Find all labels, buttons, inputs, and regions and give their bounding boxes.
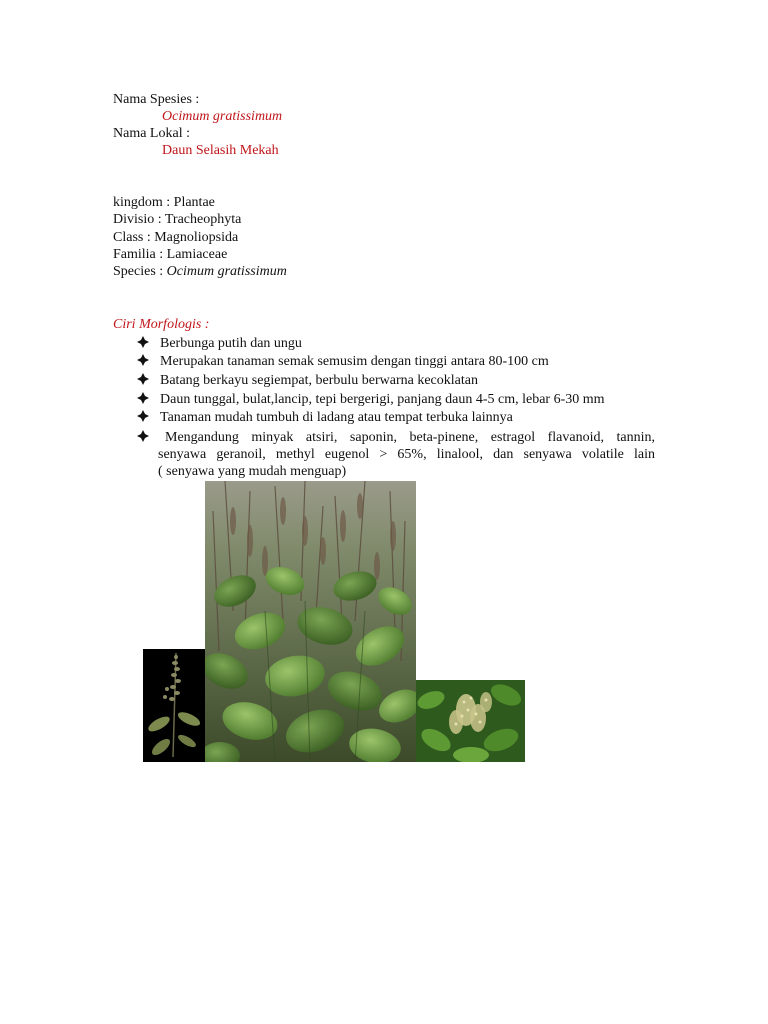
diamond-bullet-icon (136, 353, 152, 370)
diamond-bullet-icon (136, 429, 152, 446)
plant-photo-specimen (143, 649, 205, 762)
taxonomy-familia: Familia : Lamiaceae (113, 247, 228, 262)
plant-photo-main (205, 481, 416, 762)
list-item: Berbunga putih dan ungu (160, 336, 302, 351)
list-item-long (158, 429, 655, 480)
morfologi-title: Ciri Morfologis : (113, 317, 210, 332)
diamond-bullet-icon (136, 391, 152, 408)
taxonomy-species (113, 263, 287, 280)
species-name: Ocimum gratissimum (162, 109, 283, 124)
plant-photo-flowers (416, 680, 525, 762)
taxonomy-species-label: Species : (113, 264, 167, 279)
list-item: Daun tunggal, bulat,lancip, tepi bergerigi, panjang daun 4-5 cm, lebar 6-30 mm (160, 392, 605, 407)
list-item-long-line: Mengandung minyak atsiri, saponin, beta-pinene, estragol flavanoid, tannin, (165, 430, 655, 445)
taxonomy-kingdom: kingdom : Plantae (113, 195, 215, 210)
local-name-label: Nama Lokal : (113, 126, 190, 141)
diamond-bullet-icon (136, 335, 152, 352)
local-name: Daun Selasih Mekah (162, 143, 279, 158)
list-item-long-line: senyawa geranoil, methyl eugenol > 65%, linalool, dan senyawa volatile lain (158, 447, 655, 462)
diamond-bullet-icon (136, 409, 152, 426)
diamond-bullet-icon (136, 372, 152, 389)
species-label: Nama Spesies : (113, 92, 200, 107)
taxonomy-species-value: Ocimum gratissimum (166, 264, 287, 279)
list-item: Batang berkayu segiempat, berbulu berwarna kecoklatan (160, 373, 478, 388)
list-item: Tanaman mudah tumbuh di ladang atau tempat terbuka lainnya (160, 410, 513, 425)
taxonomy-class: Class : Magnoliopsida (113, 230, 239, 245)
list-item-long-line: ( senyawa yang mudah menguap) (158, 464, 347, 479)
taxonomy-divisio: Divisio : Tracheophyta (113, 212, 242, 227)
list-item: Merupakan tanaman semak semusim dengan tinggi antara 80-100 cm (160, 354, 549, 369)
